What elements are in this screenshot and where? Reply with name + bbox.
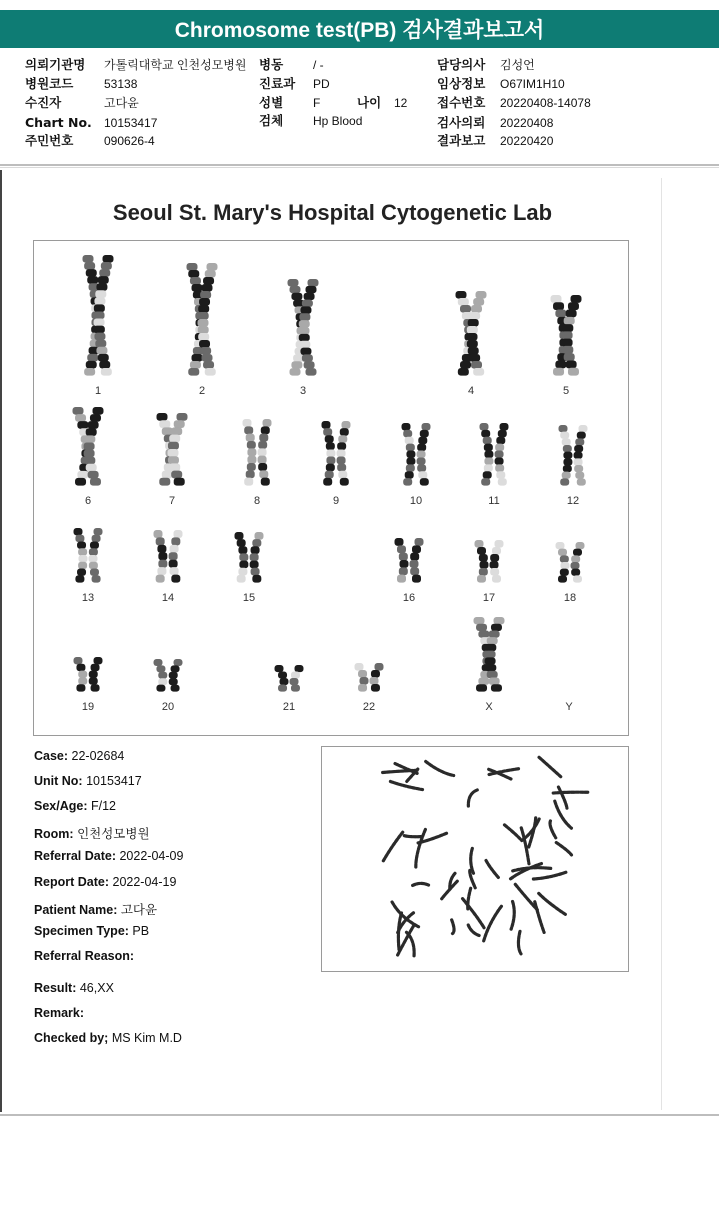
metaphase-chromosome <box>383 832 402 861</box>
divider <box>0 167 719 168</box>
specimen-type-line <box>34 924 149 938</box>
metaphase-chromosome <box>486 860 499 878</box>
metaphase-chromosome <box>412 883 429 886</box>
metaphase-chromosome <box>398 913 401 949</box>
karyotype-label: 20 <box>161 701 175 713</box>
chromosome <box>74 657 88 692</box>
clinical-info-label: 임상정보 <box>437 76 486 91</box>
metaphase-chromosome <box>505 825 521 840</box>
chromosome <box>574 425 588 486</box>
resident-no-label: 주민번호 <box>25 133 74 148</box>
referral-reason-label: Referral Reason: <box>34 949 135 963</box>
referral-date-line <box>34 849 183 863</box>
metaphase-chromosome <box>484 906 502 941</box>
room-line <box>34 824 150 842</box>
patient-name-label: Patient Name: <box>34 903 118 917</box>
karyotype-label: 13 <box>81 592 95 604</box>
metaphase-chromosome <box>463 899 484 928</box>
sex-label: 성별 <box>259 95 284 110</box>
chart-no-value: 10153417 <box>104 116 158 130</box>
chromosome <box>410 538 424 583</box>
chromosome <box>395 538 409 583</box>
karyotype-label: 18 <box>563 592 577 604</box>
karyotype-label: 22 <box>362 701 376 713</box>
report-date-value: 2022-04-19 <box>112 875 177 889</box>
metaphase-spread <box>322 747 628 971</box>
karyotype-label: 2 <box>198 385 206 397</box>
chromosome <box>337 421 351 486</box>
dept-label: 진료과 <box>259 76 296 91</box>
chromosome <box>154 530 168 583</box>
unit-line <box>34 774 142 788</box>
resident-no-value: 090626-4 <box>104 134 155 148</box>
metaphase-chromosome <box>539 757 561 776</box>
hospital-code-value: 53138 <box>104 77 138 91</box>
ward-label: 병동 <box>259 57 284 72</box>
patient-info-table <box>0 52 719 162</box>
chromosome <box>475 540 489 583</box>
karyotype-label: 19 <box>81 701 95 713</box>
karyotype-label: 10 <box>409 495 423 507</box>
metaphase-chromosome <box>515 884 537 909</box>
report-title-bar <box>0 10 719 48</box>
metaphase-chromosome <box>556 843 571 855</box>
test-request-value: 20220408 <box>500 116 554 130</box>
metaphase-chromosome <box>468 790 477 806</box>
chromosome <box>250 532 264 583</box>
karyotype-label: 1 <box>94 385 102 397</box>
divider <box>0 1114 719 1116</box>
karyotype-label: 11 <box>488 495 500 507</box>
specimen-type-label: Specimen Type: <box>34 924 129 938</box>
metaphase-chromosome <box>558 787 567 808</box>
clinical-info-value: O67IM1H10 <box>500 77 565 91</box>
chromosome <box>169 530 183 583</box>
result-report-label: 결과보고 <box>437 133 486 148</box>
chromosome <box>275 665 289 692</box>
sexage-line <box>34 799 116 813</box>
karyotype-label: 5 <box>562 385 570 397</box>
chromosome <box>89 528 103 583</box>
karyotype-label: 17 <box>482 592 496 604</box>
chromosome <box>322 421 336 486</box>
metaphase-chromosome <box>539 893 566 914</box>
chromosome <box>89 657 103 692</box>
chromosome <box>169 659 183 692</box>
metaphase-chromosome <box>550 821 556 838</box>
karyotype-label: 4 <box>467 385 475 397</box>
divider <box>0 164 719 166</box>
result-line <box>34 981 114 995</box>
doctor-value: 김성언 <box>500 58 535 72</box>
report-date-line <box>34 875 176 889</box>
chromosome <box>417 423 431 486</box>
specimen-value: Hp Blood <box>313 114 363 128</box>
chromosome <box>571 542 585 583</box>
checked-label: Checked by; <box>34 1031 109 1045</box>
doctor-label: 담당의사 <box>437 57 486 72</box>
chromosome <box>154 659 168 692</box>
chart-no-label: Chart No. <box>25 115 92 130</box>
metaphase-chromosome <box>468 925 479 935</box>
checked-line <box>34 1031 182 1045</box>
specimen-label: 검체 <box>259 113 284 128</box>
patient-label: 수진자 <box>25 95 62 110</box>
age-value: 12 <box>394 96 408 110</box>
referral-date-label: Referral Date: <box>34 849 116 863</box>
karyotype-label: 16 <box>402 592 416 604</box>
karyotype-label: 6 <box>84 495 92 507</box>
chromosome <box>243 419 257 486</box>
karyotype-label: 7 <box>168 495 176 507</box>
chromosome <box>490 540 504 583</box>
age-label: 나이 <box>357 95 382 110</box>
case-label: Case: <box>34 749 69 763</box>
metaphase-chromosome <box>555 801 572 828</box>
unit-label: Unit No: <box>34 774 83 788</box>
chromosome <box>235 532 249 583</box>
metaphase-chromosome <box>392 902 418 927</box>
metaphase-chromosome <box>533 872 565 879</box>
sexage-value: F/12 <box>90 799 116 813</box>
metaphase-chromosome <box>452 920 454 934</box>
karyotype-label: 8 <box>253 495 261 507</box>
report-title: Chromosome test(PB) 검사결과보고서 <box>174 19 545 42</box>
result-report-value: 20220420 <box>500 134 554 148</box>
chromosome <box>355 663 369 692</box>
case-value: 22-02684 <box>71 749 125 763</box>
chromosome <box>495 423 509 486</box>
metaphase-chromosome <box>518 931 521 954</box>
karyotype-label: 15 <box>242 592 256 604</box>
chromosome <box>74 528 88 583</box>
sex-value: F <box>313 96 321 110</box>
chromosome <box>556 542 570 583</box>
metaphase-chromosome <box>404 836 421 837</box>
specimen-type-value: PB <box>132 924 150 938</box>
room-value: 인천성모병원 <box>77 827 150 841</box>
metaphase-chromosome <box>511 902 514 930</box>
metaphase-chromosome <box>471 848 474 873</box>
chromosome <box>559 425 573 486</box>
remark-label: Remark: <box>34 1006 85 1020</box>
metaphase-chromosome <box>407 932 415 956</box>
case-line <box>34 749 124 763</box>
karyotype-label: X <box>485 701 493 713</box>
karyotype-label: Y <box>565 701 573 713</box>
sexage-label: Sex/Age: <box>34 799 88 813</box>
referral-date-value: 2022-04-09 <box>119 849 184 863</box>
receipt-no-label: 접수번호 <box>437 95 486 110</box>
referral-reason-line <box>34 949 134 963</box>
lab-title: Seoul St. Mary's Hospital Cytogenetic Lab <box>112 200 553 225</box>
room-label: Room: <box>34 827 74 841</box>
metaphase-chromosome <box>426 761 454 775</box>
chromosome <box>480 423 494 486</box>
patient-name-value: 고다윤 <box>120 903 158 917</box>
chromosome <box>258 419 272 486</box>
karyotype-label: 9 <box>332 495 340 507</box>
result-label: Result: <box>34 981 77 995</box>
karyogram-image <box>34 241 630 737</box>
metaphase-chromosome <box>552 792 587 793</box>
test-request-label: 검사의뢰 <box>437 115 486 130</box>
patient-value: 고다윤 <box>104 96 139 110</box>
chromosome <box>402 423 416 486</box>
checked-value: MS Kim M.D <box>111 1031 182 1045</box>
karyotype-label: 14 <box>161 592 175 604</box>
karyogram <box>33 240 629 736</box>
hospital-code-label: 병원코드 <box>25 76 74 91</box>
karyotype-label: 12 <box>566 495 580 507</box>
dept-value: PD <box>313 77 330 91</box>
requesting-org-label: 의뢰기관명 <box>25 57 86 72</box>
karyotype-label: 21 <box>282 701 296 713</box>
receipt-no-value: 20220408-14078 <box>500 96 591 110</box>
patient-name-line <box>34 900 157 918</box>
unit-value: 10153417 <box>86 774 142 788</box>
chromosome <box>370 663 384 692</box>
ward-value: / - <box>313 58 324 72</box>
report-date-label: Report Date: <box>34 875 110 889</box>
result-value: 46,XX <box>79 981 114 995</box>
requesting-org-value: 가톨릭대학교 인천성모병원 <box>104 58 247 72</box>
remark-line <box>34 1006 84 1020</box>
chromosome <box>290 665 304 692</box>
karyotype-label: 3 <box>299 385 307 397</box>
metaphase-image <box>321 746 629 972</box>
